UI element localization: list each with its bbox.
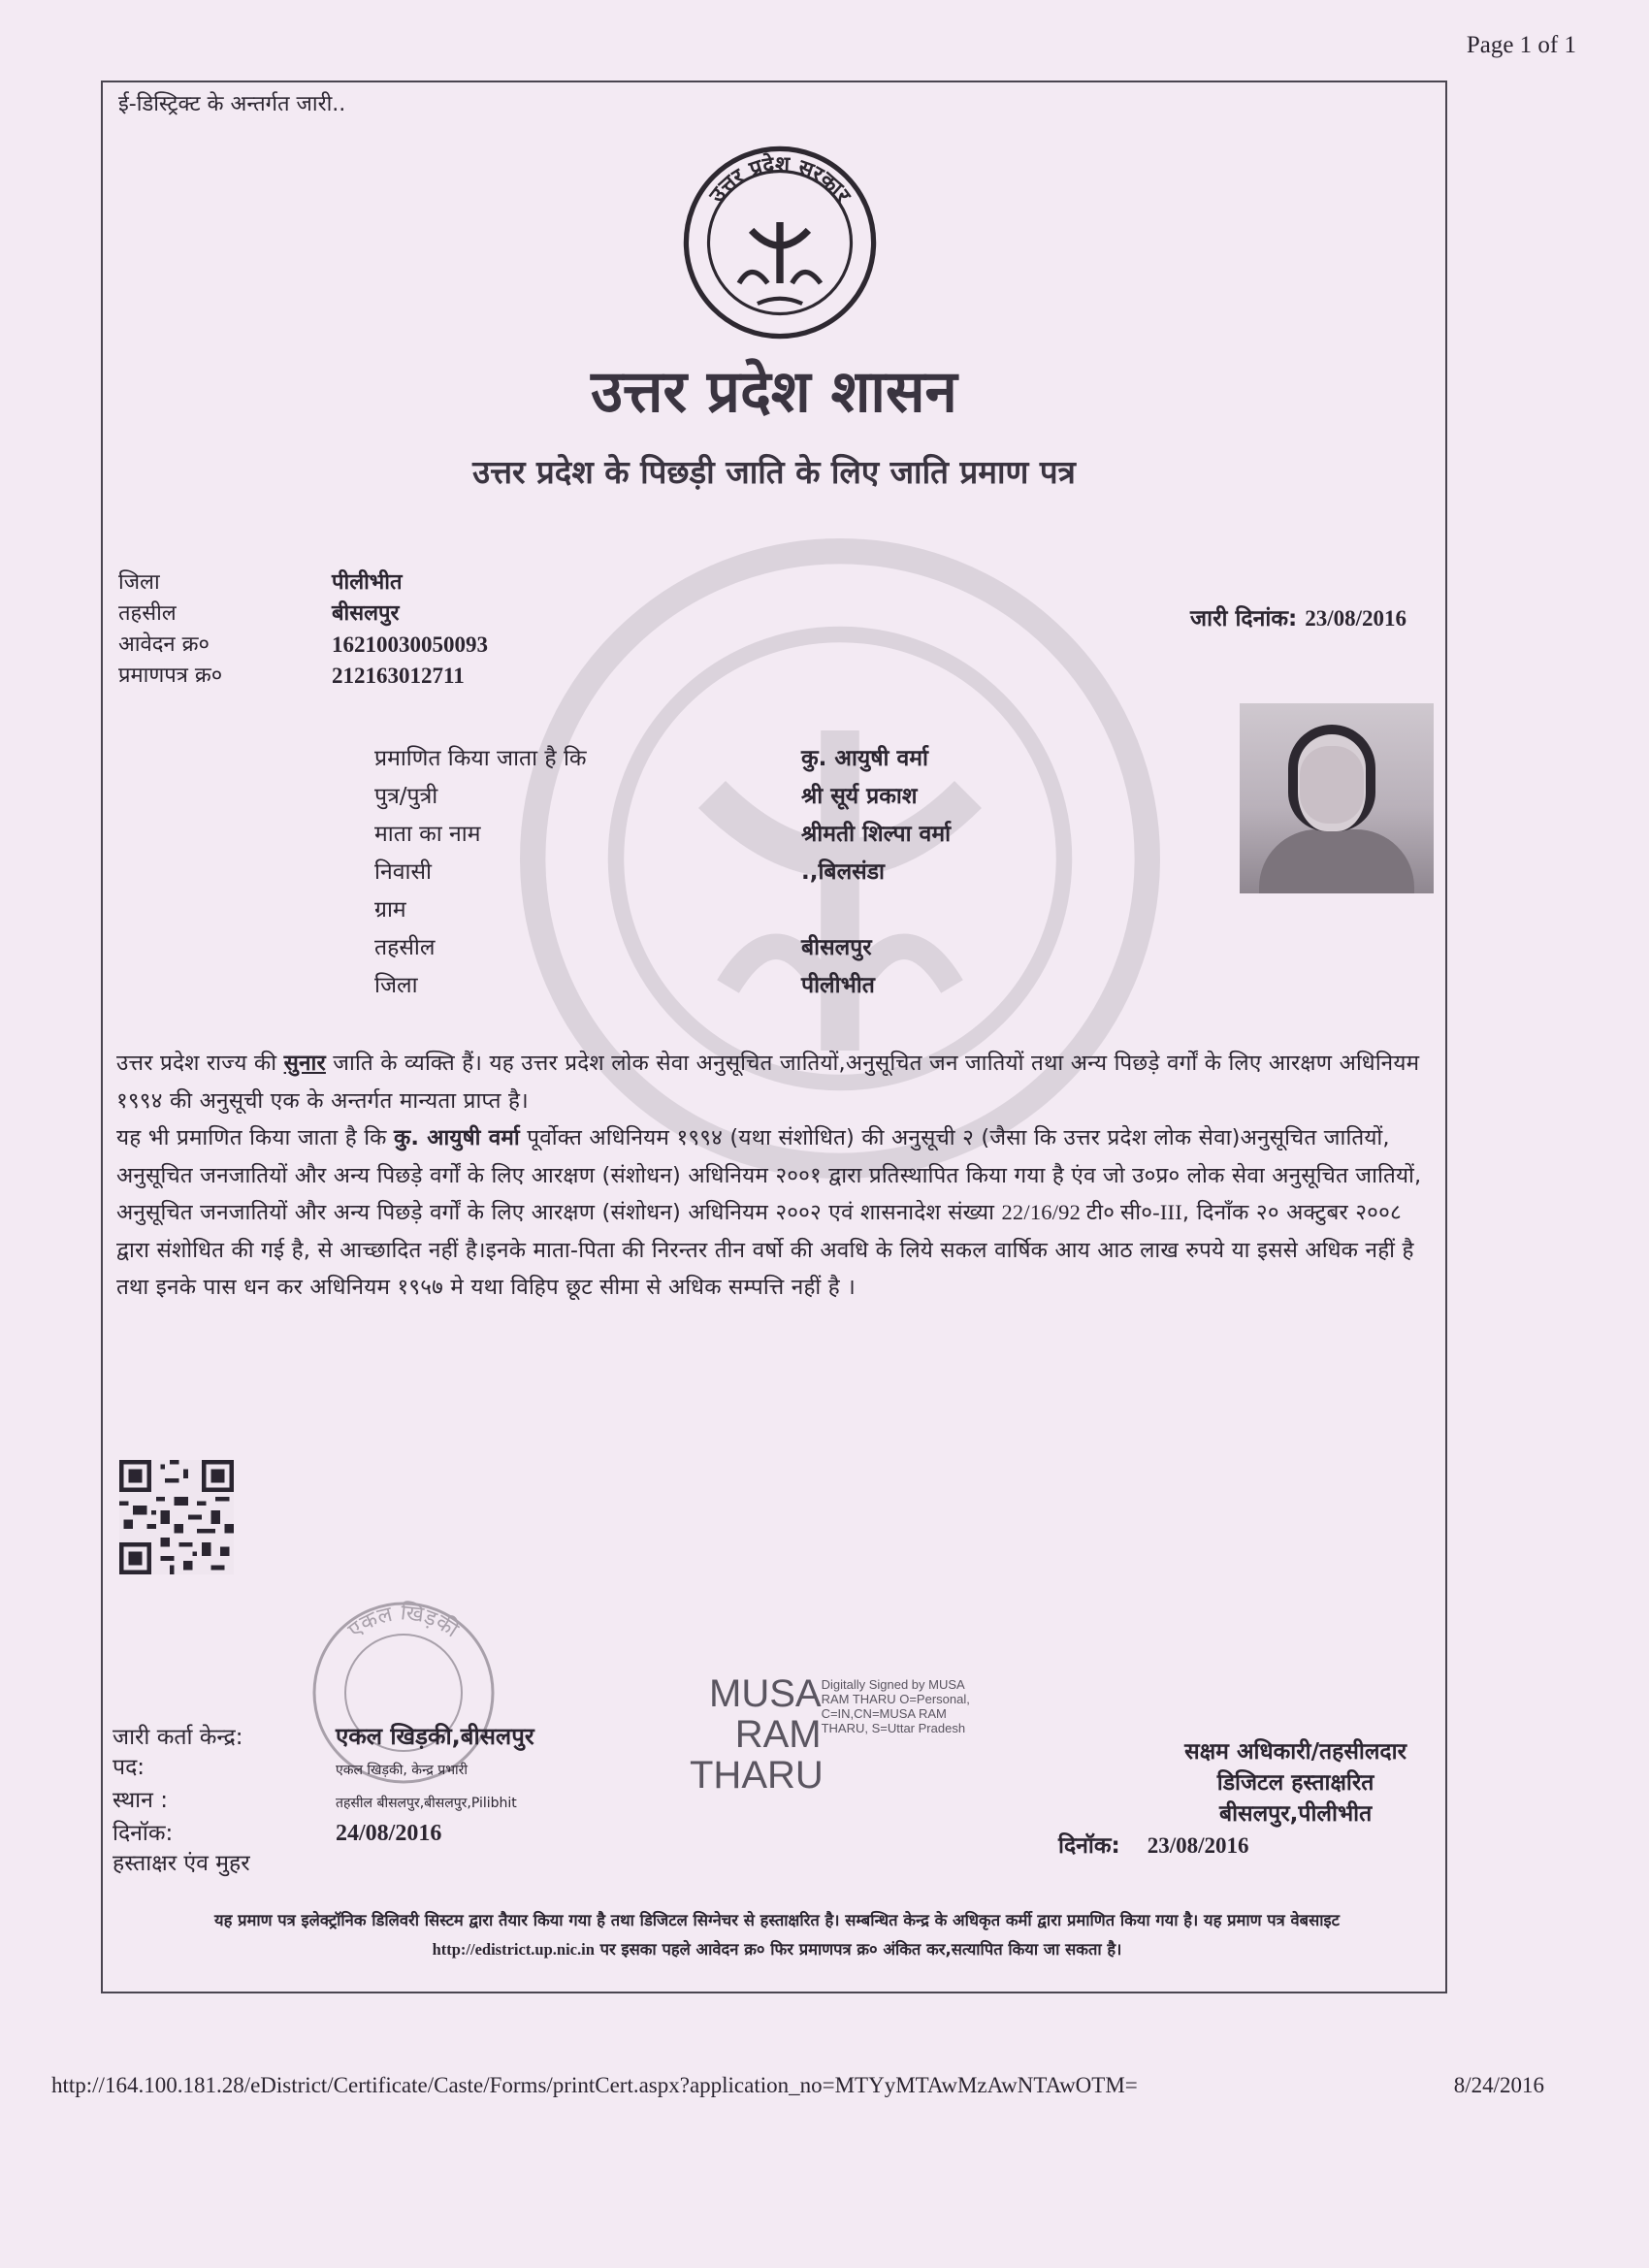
detail-value: कु. आयुषी वर्मा <box>801 746 929 771</box>
certificate-body <box>116 1045 1431 1307</box>
government-title: उत्तर प्रदेश शासन <box>591 358 957 426</box>
applicant-photo <box>1240 703 1434 893</box>
meta-row <box>118 630 488 661</box>
issuer-label: दिनॉक: <box>113 1821 174 1846</box>
issue-date-value: 23/08/2016 <box>1305 606 1406 631</box>
detail-row <box>374 816 951 854</box>
application-number: 16210030050093 <box>332 632 488 657</box>
signature-detail: THARU, S=Uttar Pradesh <box>821 1721 966 1735</box>
meta-value: पीलीभीत <box>332 570 403 595</box>
government-order-number: 22/16/92 टी० सी०-III <box>1001 1200 1182 1224</box>
signer-name-part: RAM <box>734 1713 822 1756</box>
meta-row <box>118 567 488 599</box>
detail-row <box>374 854 951 891</box>
body-text: जाति के व्यक्ति हैं। यह उत्तर प्रदेश लोक सेवा अनुसूचित जातियों,अनुसूचित जन जातियों तथा अन्य पिछड़े वर्गों के लिए आरक्षण अधिनियम १९९४ की अनुसूची एक के अन्तर्गत मान्यता प्राप्त है। <box>116 1051 1420 1114</box>
detail-label: प्रमाणित किया जाता है कि <box>374 746 587 771</box>
certificate-title: उत्तर प्रदेश के पिछड़ी जाति के लिए जाति प्रमाण पत्र <box>472 453 1076 491</box>
footer-text: पर इसका पहले आवेदन क्र० फिर प्रमाणपत्र क्र० अंकित कर,सत्यापित किया जा सकता है। <box>594 1940 1122 1959</box>
detail-label: निवासी <box>374 859 432 885</box>
seal-text: एकल खिड़की <box>343 1601 463 1643</box>
svg-text:उत्तर प्रदेश सरकार <box>704 150 856 208</box>
meta-label: तहसील <box>118 601 177 626</box>
issuer-date: 24/08/2016 <box>336 1821 442 1846</box>
meta-label: प्रमाणपत्र क्र० <box>118 664 223 688</box>
edistrict-note: ई-डिस्ट्रिक्ट के अन्तर्गत जारी.. <box>118 92 346 116</box>
page-number: Page 1 of 1 <box>1466 32 1576 58</box>
svg-text:एकल खिड़की <box>343 1600 463 1642</box>
detail-value: .,बिलसंडा <box>801 859 885 885</box>
footer-text: यह प्रमाण पत्र इलेक्ट्रॉनिक डिलिवरी सिस्टम द्वारा तैयार किया गया है तथा डिजिटल सिग्नेचर से हस्ताक्षरित है। सम्बन्धित केन्द्र के अधिकृत कर्मी द्वारा प्रमाणित किया गया है। यह प्रमाण पत्र वेबसाइट <box>214 1911 1340 1929</box>
issuer-place: तहसील बीसलपुर,बीसलपुर,Pilibhit <box>336 1796 517 1811</box>
issue-date-label: जारी दिनांक: <box>1190 606 1298 632</box>
officer-date-value: 23/08/2016 <box>1147 1833 1249 1858</box>
certificate-frame <box>101 81 1447 1993</box>
applicant-name: कु. आयुषी वर्मा <box>393 1125 520 1150</box>
signer-name-part: MUSA <box>709 1672 822 1715</box>
meta-row <box>118 661 488 692</box>
officer-location: बीसलपुर,पीलीभीत <box>1218 1801 1373 1827</box>
body-text: पूर्वोक्त अधिनियम १९९४ (यथा संशोधित) की अनुसूची २ (जैसा कि उत्तर प्रदेश लोक सेवा)अनुसूचित जातियों, अनुसूचित जनजातियों और अन्य पिछड़े वर्गों के लिए आरक्षण (संशोधन) अधिनियम २००१ द्वारा प्रतिस्थापित किया गया है एंव जो उ०प्र० लोक सेवा अनुसूचित जातियों, अनुसूचित जनजातियों और अन्य पिछड़े वर्गों के लिए आरक्षण (संशोधन) अधिनियम २००२ एवं शासनादेश संख्या <box>116 1125 1422 1225</box>
detail-row <box>374 929 951 967</box>
competent-officer <box>1184 1736 1406 1830</box>
detail-value: श्री सूर्य प्रकाश <box>801 784 918 809</box>
issuer-label: स्थान : <box>113 1788 168 1813</box>
print-url: http://164.100.181.28/eDistrict/Certificate/Caste/Forms/printCert.aspx?application_no=MTYyMTAwMzAwNTAwOTM= <box>51 2073 1138 2097</box>
caste-name: सुनार <box>283 1051 326 1076</box>
body-text: उत्तर प्रदेश राज्य की <box>116 1051 284 1076</box>
detail-value: पीलीभीत <box>801 973 875 998</box>
body-text: , दिनाँक २० अक्टुबर २००८ द्वारा संशोधित की गई है, से आच्छादित नहीं है।इनके माता-पिता की निरन्तर तीन वर्षो की अवधि के लिये सकल वार्षिक आय आठ लाख रुपये या इससे अधिक नहीं है तथा इनके पास धन कर अधिनियम १९५७ मे यथा विहिप छूट सीमा से अधिक सम्पत्ति नहीं है । <box>116 1200 1414 1300</box>
issuer-post: एकल खिड़की, केन्द्र प्रभारी <box>336 1763 469 1778</box>
meta-label: जिला <box>118 570 160 595</box>
verification-url: http://edistrict.up.nic.in <box>432 1940 595 1959</box>
meta-label: आवेदन क्र० <box>118 632 210 657</box>
signature-detail: RAM THARU O=Personal, <box>821 1692 970 1706</box>
officer-designation: सक्षम अधिकारी/तहसीलदार <box>1184 1739 1406 1765</box>
detail-value: बीसलपुर <box>801 935 872 960</box>
qr-code-icon <box>118 1460 235 1574</box>
issuer-label: जारी कर्ता केन्द्र: <box>113 1725 243 1750</box>
issuing-centre: एकल खिड़की,बीसलपुर <box>336 1723 534 1750</box>
detail-row <box>374 740 951 778</box>
detail-label: ग्राम <box>374 897 406 923</box>
officer-date <box>1058 1829 1249 1860</box>
signature-detail: Digitally Signed by MUSA <box>821 1677 965 1692</box>
detail-row <box>374 891 951 929</box>
detail-label: तहसील <box>374 935 436 960</box>
detail-label: माता का नाम <box>374 822 481 847</box>
verification-note <box>132 1906 1422 1964</box>
detail-value: श्रीमती शिल्पा वर्मा <box>801 822 952 847</box>
signer-name-part: THARU <box>690 1754 824 1797</box>
up-government-emblem-icon <box>678 141 882 344</box>
certificate-number: 212163012711 <box>332 664 465 688</box>
body-text: यह भी प्रमाणित किया जाता है कि <box>116 1125 394 1150</box>
issuing-centre-block <box>113 1722 534 1879</box>
certificate-meta <box>118 567 488 692</box>
signature-detail: C=IN,CN=MUSA RAM <box>821 1706 947 1721</box>
issuer-label: हस्ताक्षर एंव मुहर <box>113 1851 250 1876</box>
detail-row <box>374 967 951 1005</box>
detail-label: जिला <box>374 973 418 998</box>
detail-label: पुत्र/पुत्री <box>374 784 438 809</box>
print-date: 8/24/2016 <box>1453 2073 1544 2097</box>
meta-value: बीसलपुर <box>332 601 400 626</box>
officer-signature-status: डिजिटल हस्ताक्षरित <box>1216 1770 1374 1796</box>
emblem-text: उत्तर प्रदेश सरकार <box>704 152 856 208</box>
issue-date <box>1190 601 1406 632</box>
digital-signature <box>690 1672 970 1797</box>
issuer-label: पद: <box>113 1755 146 1780</box>
detail-row <box>374 778 951 816</box>
applicant-details <box>374 740 951 1005</box>
meta-row <box>118 599 488 630</box>
officer-date-label: दिनॉक: <box>1058 1833 1120 1859</box>
